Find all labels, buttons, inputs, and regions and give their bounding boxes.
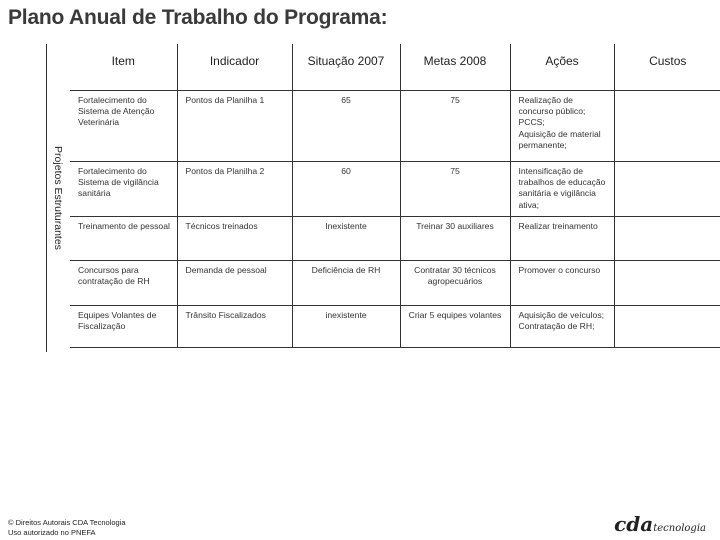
plan-table — [70, 44, 720, 348]
copyright-line: © Direitos Autorais CDA Tecnologia — [8, 518, 126, 527]
header-acoes: Ações — [510, 44, 614, 90]
cell-metas: Contratar 30 técnicos agropecuários — [400, 260, 510, 305]
logo-main: cda — [614, 512, 654, 536]
cell-custos — [614, 216, 720, 260]
cell-situacao: Inexistente — [292, 216, 400, 260]
header-metas: Metas 2008 — [400, 44, 510, 90]
cell-situacao: 65 — [292, 90, 400, 161]
cell-metas: Criar 5 equipes volantes — [400, 305, 510, 347]
cell-indicador: Pontos da Planilha 1 — [177, 90, 292, 161]
cell-acoes: Promover o concurso — [510, 260, 614, 305]
usage-line: Uso autorizado no PNEFA — [8, 527, 96, 537]
cell-indicador: Trânsito Fiscalizados — [177, 305, 292, 347]
cell-item: Treinamento de pessoal — [78, 220, 170, 231]
cell-custos — [614, 305, 720, 347]
header-custos: Custos — [614, 44, 720, 90]
cell-acoes: Realizar treinamento — [510, 216, 614, 260]
table-row — [70, 161, 720, 216]
cell-item: Fortalecimento do Sistema de Atenção Veterinária — [78, 94, 155, 128]
table-header-row — [70, 44, 720, 90]
cell-metas: 75 — [400, 161, 510, 216]
copyright-footer — [8, 518, 126, 538]
cell-situacao: inexistente — [292, 305, 400, 347]
table-row — [70, 90, 720, 161]
table-row — [70, 216, 720, 260]
cell-indicador: Pontos da Planilha 2 — [177, 161, 292, 216]
cell-item: Fortalecimento do Sistema de vigilância sanitária — [78, 165, 159, 199]
cell-custos — [614, 260, 720, 305]
table-row — [70, 260, 720, 305]
cell-acoes: Intensificação de trabalhos de educação sanitária e vigilância ativa; — [510, 161, 614, 216]
header-item: Item — [111, 54, 135, 68]
cell-metas: Treinar 30 auxiliares — [400, 216, 510, 260]
logo-sub: tecnologia — [653, 523, 706, 534]
cell-item: Concursos para contratação de RH — [78, 264, 150, 286]
side-label-text: Projetos Estruturantes — [52, 146, 64, 250]
header-indicador: Indicador — [177, 44, 292, 90]
cell-indicador: Demanda de pessoal — [177, 260, 292, 305]
cell-custos — [614, 90, 720, 161]
cell-item: Equipes Volantes de Fiscalização — [78, 309, 157, 331]
cell-custos — [614, 161, 720, 216]
page-title: Plano Anual de Trabalho do Programa: — [8, 6, 388, 29]
cell-metas: 75 — [400, 90, 510, 161]
header-situacao: Situação 2007 — [292, 44, 400, 90]
cda-logo — [614, 512, 706, 536]
cell-indicador: Técnicos treinados — [177, 216, 292, 260]
cell-situacao: Deficiência de RH — [292, 260, 400, 305]
cell-acoes: Realização de concurso público; PCCS; Aquisição de material permanente; — [510, 90, 614, 161]
cell-situacao: 60 — [292, 161, 400, 216]
side-label — [46, 44, 70, 352]
cell-acoes: Aquisição de veículos; Contratação de RH; — [510, 305, 614, 347]
table-row — [70, 305, 720, 347]
